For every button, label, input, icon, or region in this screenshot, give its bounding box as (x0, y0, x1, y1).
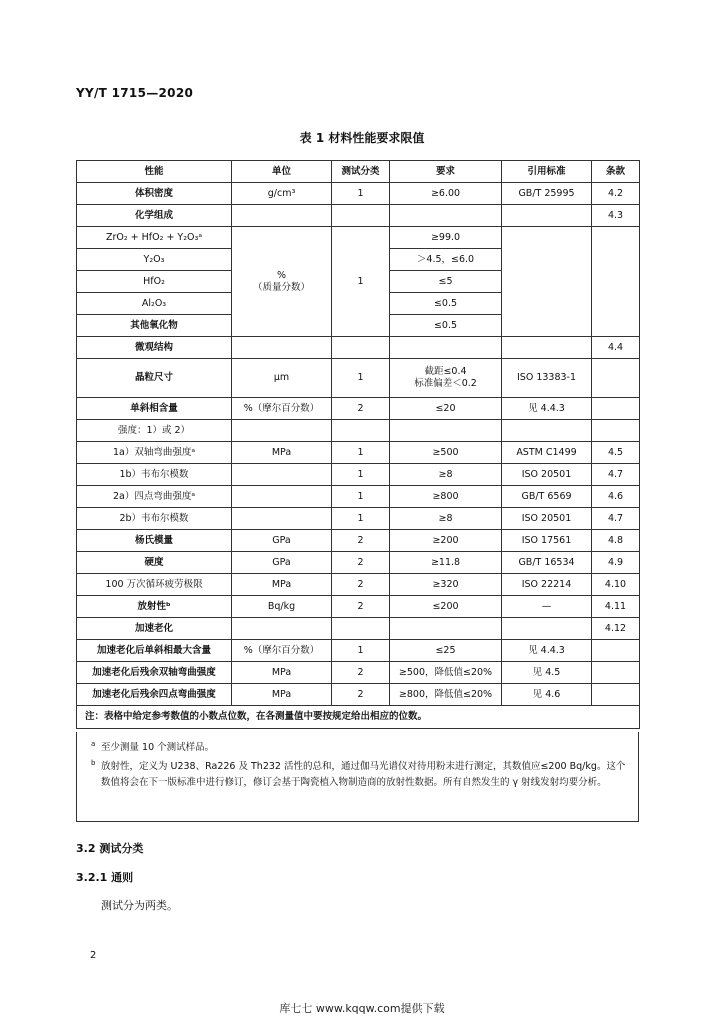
cell-clause-merged (592, 227, 640, 337)
cell-standard: GB/T 6569 (502, 486, 592, 508)
table-footnotes (76, 732, 639, 822)
col-header-unit: 单位 (232, 161, 332, 183)
cell-unit (232, 205, 332, 227)
table-header-row (77, 161, 640, 183)
cell-standard: ASTM C1499 (502, 442, 592, 464)
cell-property: 放射性ᵇ (77, 596, 232, 618)
cell-property: 强度：1）或 2） (77, 420, 232, 442)
cell-requirement (390, 420, 502, 442)
cell-property: 杨氏模量 (77, 530, 232, 552)
cell-category: 1 (332, 508, 390, 530)
cell-requirement: ≥99.0 (390, 227, 502, 249)
cell-requirement (390, 618, 502, 640)
cell-property: 100 万次循环疲劳极限 (77, 574, 232, 596)
cell-category: 1 (332, 464, 390, 486)
cell-property: 1a）双轴弯曲强度ᵃ (77, 442, 232, 464)
table-row (77, 596, 640, 618)
cell-standard: ISO 17561 (502, 530, 592, 552)
footnote-a-mark: a (91, 740, 96, 748)
cell-category: 2 (332, 530, 390, 552)
cell-property: ZrO₂ + HfO₂ + Y₂O₃ᵃ (77, 227, 232, 249)
cell-category: 1 (332, 183, 390, 205)
cell-property: 2a）四点弯曲强度ᵃ (77, 486, 232, 508)
cell-category: 2 (332, 662, 390, 684)
cell-clause: 4.11 (592, 596, 640, 618)
cell-standard: ISO 22214 (502, 574, 592, 596)
cell-clause: 4.3 (592, 205, 640, 227)
cell-category: 2 (332, 398, 390, 420)
cell-category (332, 337, 390, 359)
cell-category: 2 (332, 574, 390, 596)
cell-category: 2 (332, 596, 390, 618)
cell-clause (592, 640, 640, 662)
cell-requirement: ≥8 (390, 464, 502, 486)
cell-unit (232, 508, 332, 530)
cell-requirement: ≤0.5 (390, 315, 502, 337)
cell-category (332, 205, 390, 227)
cell-property: 加速老化后单斜相最大含量 (77, 640, 232, 662)
cell-unit-merged: % （质量分数） (232, 227, 332, 337)
table-row (77, 398, 640, 420)
cell-unit: g/cm³ (232, 183, 332, 205)
cell-standard: 见 4.4.3 (502, 398, 592, 420)
download-watermark: 库七七 www.kqqw.com提供下载 (279, 1002, 445, 1015)
cell-category: 2 (332, 552, 390, 574)
col-header-clause: 条款 (592, 161, 640, 183)
cell-unit: GPa (232, 552, 332, 574)
table-row (77, 508, 640, 530)
cell-standard: 见 4.6 (502, 684, 592, 706)
table-row (77, 486, 640, 508)
cell-requirement (390, 337, 502, 359)
cell-property: 2b）韦布尔模数 (77, 508, 232, 530)
cell-standard: ISO 20501 (502, 508, 592, 530)
col-header-property: 性能 (77, 161, 232, 183)
cell-unit: %（摩尔百分数） (232, 398, 332, 420)
table-row (77, 359, 640, 398)
cell-clause (592, 398, 640, 420)
cell-standard: GB/T 25995 (502, 183, 592, 205)
cell-property: Al₂O₃ (77, 293, 232, 315)
section-heading-3-2: 3.2 测试分类 (76, 842, 144, 855)
col-header-test-category: 测试分类 (332, 161, 390, 183)
section-heading-3-2-1: 3.2.1 通则 (76, 871, 134, 884)
cell-unit: %（摩尔百分数） (232, 640, 332, 662)
cell-unit: Bq/kg (232, 596, 332, 618)
cell-requirement: ＞4.5，≤6.0 (390, 249, 502, 271)
cell-requirement: ≥11.8 (390, 552, 502, 574)
footnote-a-text: 至少测量 10 个测试样品。 (101, 742, 215, 753)
cell-requirement: ≤200 (390, 596, 502, 618)
cell-requirement: ≥6.00 (390, 183, 502, 205)
cell-clause: 4.7 (592, 464, 640, 486)
cell-requirement: ≤25 (390, 640, 502, 662)
cell-property: 加速老化 (77, 618, 232, 640)
requirement-line-2: 标准偏差＜0.2 (414, 378, 477, 389)
cell-standard: ISO 20501 (502, 464, 592, 486)
table-row (77, 662, 640, 684)
cell-clause: 4.4 (592, 337, 640, 359)
cell-unit: MPa (232, 442, 332, 464)
cell-category (332, 618, 390, 640)
footnote-b-text: 放射性，定义为 U238、Ra226 及 Th232 活性的总和，通过伽马光谱仪对待用粉末进行测定，其数值应≤200 Bq/kg。这个数值将会在下一版标准中进行修订，修订会基于陶瓷植入物制造商的放射性数据。所有自然发生的 γ 射线发射均要分析。 (101, 761, 626, 788)
cell-category-merged: 1 (332, 227, 390, 337)
material-requirements-table (76, 160, 640, 729)
cell-requirement: ≥200 (390, 530, 502, 552)
cell-unit (232, 486, 332, 508)
footnote-b-mark: b (91, 759, 96, 767)
cell-requirement-multiline (390, 359, 502, 398)
cell-clause: 4.6 (592, 486, 640, 508)
col-header-requirement: 要求 (390, 161, 502, 183)
cell-requirement: ≤20 (390, 398, 502, 420)
table-row (77, 574, 640, 596)
cell-unit: MPa (232, 684, 332, 706)
cell-clause: 4.7 (592, 508, 640, 530)
cell-requirement: ≥500 (390, 442, 502, 464)
cell-standard-merged (502, 227, 592, 337)
cell-clause (592, 662, 640, 684)
table-row (77, 684, 640, 706)
cell-property: HfO₂ (77, 271, 232, 293)
table-row (77, 530, 640, 552)
cell-property: Y₂O₃ (77, 249, 232, 271)
table-row (77, 227, 640, 249)
section-paragraph: 测试分为两类。 (101, 899, 178, 912)
cell-clause: 4.8 (592, 530, 640, 552)
cell-requirement: ≥8 (390, 508, 502, 530)
cell-property: 化学组成 (77, 205, 232, 227)
cell-clause (592, 684, 640, 706)
cell-category (332, 420, 390, 442)
cell-clause: 4.10 (592, 574, 640, 596)
cell-standard: ISO 13383-1 (502, 359, 592, 398)
cell-property: 单斜相含量 (77, 398, 232, 420)
cell-requirement: ≥800 (390, 486, 502, 508)
cell-requirement (390, 205, 502, 227)
cell-property: 其他氧化物 (77, 315, 232, 337)
cell-standard (502, 205, 592, 227)
table-note-row (77, 706, 640, 729)
requirement-line-1: 截距≤0.4 (424, 366, 467, 377)
cell-unit (232, 618, 332, 640)
page-number: 2 (90, 950, 97, 961)
cell-clause: 4.12 (592, 618, 640, 640)
cell-standard: 见 4.4.3 (502, 640, 592, 662)
cell-clause (592, 420, 640, 442)
table-row (77, 618, 640, 640)
cell-unit: GPa (232, 530, 332, 552)
cell-requirement: ≥320 (390, 574, 502, 596)
cell-category: 1 (332, 486, 390, 508)
cell-unit: MPa (232, 662, 332, 684)
cell-standard: — (502, 596, 592, 618)
cell-property: 加速老化后残余四点弯曲强度 (77, 684, 232, 706)
standard-code: YY/T 1715—2020 (76, 86, 194, 100)
cell-requirement: ≥800，降低值≤20% (390, 684, 502, 706)
cell-requirement: ≥500，降低值≤20% (390, 662, 502, 684)
cell-property: 微观结构 (77, 337, 232, 359)
cell-clause (592, 359, 640, 398)
cell-requirement: ≤0.5 (390, 293, 502, 315)
cell-category: 1 (332, 640, 390, 662)
cell-unit: MPa (232, 574, 332, 596)
footnote-a (91, 740, 630, 756)
cell-property: 1b）韦布尔模数 (77, 464, 232, 486)
cell-standard (502, 618, 592, 640)
cell-standard: GB/T 16534 (502, 552, 592, 574)
table-row (77, 640, 640, 662)
cell-category: 1 (332, 442, 390, 464)
cell-property: 体积密度 (77, 183, 232, 205)
table-row (77, 552, 640, 574)
table-row (77, 464, 640, 486)
cell-clause: 4.5 (592, 442, 640, 464)
cell-clause: 4.2 (592, 183, 640, 205)
table-row (77, 420, 640, 442)
table-row (77, 205, 640, 227)
cell-property: 加速老化后残余双轴弯曲强度 (77, 662, 232, 684)
cell-standard (502, 420, 592, 442)
cell-category: 1 (332, 359, 390, 398)
cell-unit (232, 420, 332, 442)
cell-unit (232, 464, 332, 486)
table-row (77, 442, 640, 464)
cell-standard (502, 337, 592, 359)
cell-clause: 4.9 (592, 552, 640, 574)
cell-category: 2 (332, 684, 390, 706)
cell-standard: 见 4.5 (502, 662, 592, 684)
cell-property: 晶粒尺寸 (77, 359, 232, 398)
cell-property: 硬度 (77, 552, 232, 574)
table-title: 表 1 材料性能要求限值 (299, 131, 425, 145)
table-row (77, 183, 640, 205)
cell-unit: μm (232, 359, 332, 398)
col-header-reference-standard: 引用标准 (502, 161, 592, 183)
footnote-b (91, 759, 630, 791)
table-note: 注：表格中给定参考数值的小数点位数，在各测量值中要按规定给出相应的位数。 (77, 706, 640, 729)
table-row (77, 337, 640, 359)
cell-unit (232, 337, 332, 359)
cell-requirement: ≤5 (390, 271, 502, 293)
